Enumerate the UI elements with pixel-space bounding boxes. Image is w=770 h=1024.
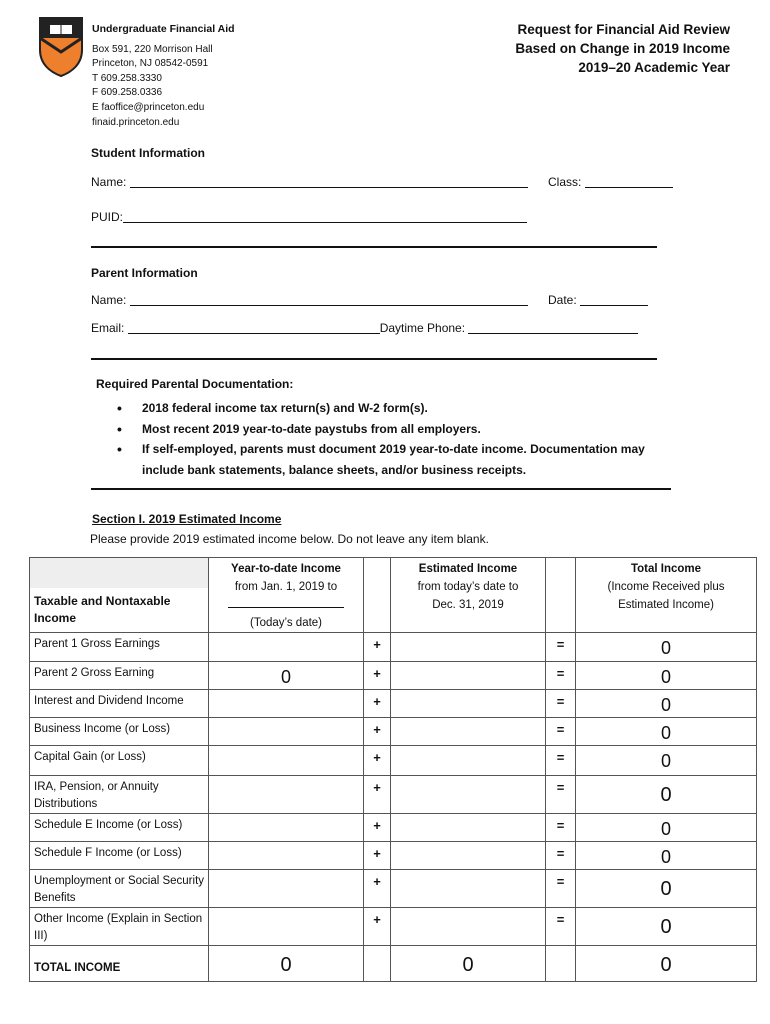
documentation-item: • Most recent 2019 year-to-date paystubs from all employers. [112, 419, 672, 440]
princeton-shield-logo [38, 16, 84, 78]
parent-name-blank[interactable] [130, 293, 528, 306]
est-column-header [391, 558, 546, 633]
equals-sign: = [546, 662, 576, 690]
office-line: E faoffice@princeton.edu [92, 101, 205, 113]
form-title [515, 20, 730, 77]
income-row [30, 633, 757, 662]
office-line: Princeton, NJ 08542-0591 [92, 58, 209, 70]
form-title-line: 2019–20 Academic Year [578, 60, 730, 75]
income-row-label: Interest and Dividend Income [30, 690, 209, 718]
form-title-line: Based on Change in 2019 Income [515, 41, 730, 56]
operator-spacer [546, 946, 576, 982]
operator-column-header [546, 558, 576, 633]
equals-sign: = [546, 842, 576, 870]
total-header-line: (Income Received plus [607, 581, 725, 593]
income-row [30, 718, 757, 746]
parent-name-field[interactable] [91, 293, 528, 307]
estimated-income-cell[interactable] [391, 870, 546, 908]
income-row-label: IRA, Pension, or Annuity Distributions [30, 776, 209, 814]
equals-sign: = [546, 690, 576, 718]
ytd-income-cell[interactable]: 0 [209, 662, 364, 690]
office-address-block [92, 22, 235, 130]
total-income-cell: 0 [576, 746, 757, 776]
plus-sign: + [364, 662, 391, 690]
plus-sign: + [364, 908, 391, 946]
ytd-header-title: Year-to-date Income [231, 563, 341, 575]
parent-name-label: Name: [91, 293, 127, 307]
ytd-income-cell[interactable] [209, 746, 364, 776]
ytd-income-cell[interactable] [209, 776, 364, 814]
parent-email-label: Email: [91, 321, 125, 335]
plus-sign: + [364, 633, 391, 662]
total-income-cell: 0 [576, 870, 757, 908]
income-row [30, 776, 757, 814]
office-name: Undergraduate Financial Aid [92, 23, 235, 35]
divider [91, 358, 657, 360]
student-puid-blank[interactable] [123, 210, 527, 223]
student-name-blank[interactable] [130, 175, 528, 188]
total-income-cell: 0 [576, 842, 757, 870]
estimated-income-cell[interactable] [391, 662, 546, 690]
office-line: F 609.258.0336 [92, 87, 163, 99]
estimated-income-cell[interactable] [391, 746, 546, 776]
equals-sign: = [546, 776, 576, 814]
income-row-label: Parent 1 Gross Earnings [30, 633, 209, 662]
parent-phone-label: Daytime Phone: [379, 321, 466, 335]
parent-info-heading: Parent Information [91, 266, 198, 280]
total-estimated-cell: 0 [391, 946, 546, 982]
estimated-income-cell[interactable] [391, 842, 546, 870]
ytd-header-line: (Today’s date) [249, 617, 323, 629]
estimated-income-cell[interactable] [391, 690, 546, 718]
student-info-heading: Student Information [91, 146, 205, 160]
student-puid-field[interactable] [91, 210, 527, 224]
documentation-item: • If self-employed, parents must document 2019 year-to-date income. Documentation may include bank statements, balance sheets, and/or business receipts. [112, 439, 672, 480]
income-row-label: Parent 2 Gross Earning [30, 662, 209, 690]
total-income-label: TOTAL INCOME [30, 946, 209, 982]
income-row [30, 842, 757, 870]
equals-sign: = [546, 908, 576, 946]
estimated-income-cell[interactable] [391, 776, 546, 814]
equals-sign: = [546, 633, 576, 662]
income-row [30, 908, 757, 946]
income-row-label: Business Income (or Loss) [30, 718, 209, 746]
income-row-label: Other Income (Explain in Section III) [30, 908, 209, 946]
section-heading: Section I. 2019 Estimated Income [92, 512, 282, 526]
section-instruction: Please provide 2019 estimated income below. Do not leave any item blank. [90, 532, 489, 546]
plus-sign: + [364, 690, 391, 718]
estimated-income-cell[interactable] [391, 814, 546, 842]
ytd-income-cell[interactable] [209, 814, 364, 842]
total-income-cell: 0 [576, 633, 757, 662]
est-header-line: from today’s date to [417, 581, 519, 593]
income-row-label: Schedule E Income (or Loss) [30, 814, 209, 842]
office-line: T 609.258.3330 [92, 72, 162, 84]
ytd-column-header [209, 558, 364, 633]
estimated-income-cell[interactable] [391, 718, 546, 746]
parent-date-label: Date: [548, 293, 577, 307]
income-row [30, 814, 757, 842]
income-row [30, 870, 757, 908]
today-date-blank[interactable] [228, 597, 344, 608]
income-row [30, 662, 757, 690]
est-header-title: Estimated Income [418, 563, 518, 575]
parent-date-field[interactable] [548, 293, 648, 307]
estimated-income-cell[interactable] [391, 908, 546, 946]
total-income-cell: 0 [576, 776, 757, 814]
plus-sign: + [364, 814, 391, 842]
grand-total-cell: 0 [576, 946, 757, 982]
operator-column-header [364, 558, 391, 633]
estimated-income-cell[interactable] [391, 633, 546, 662]
income-row [30, 746, 757, 776]
est-header-line: Dec. 31, 2019 [432, 599, 504, 611]
divider [91, 246, 657, 248]
plus-sign: + [364, 870, 391, 908]
total-header-title: Total Income [630, 563, 702, 575]
equals-sign: = [546, 814, 576, 842]
student-class-label: Class: [548, 175, 582, 189]
plus-sign: + [364, 842, 391, 870]
divider [91, 488, 671, 490]
office-line: finaid.princeton.edu [92, 116, 180, 128]
ytd-income-cell[interactable] [209, 633, 364, 662]
ytd-income-cell[interactable] [209, 842, 364, 870]
parent-email-field[interactable] [91, 321, 638, 335]
equals-sign: = [546, 718, 576, 746]
total-header-line: Estimated Income) [618, 599, 714, 611]
total-income-cell: 0 [576, 662, 757, 690]
documentation-title: Required Parental Documentation: [96, 377, 294, 391]
total-income-cell: 0 [576, 690, 757, 718]
income-row [30, 690, 757, 718]
documentation-item: • 2018 federal income tax return(s) and W-2 form(s). [112, 398, 672, 419]
ytd-header-line: from Jan. 1, 2019 to [234, 581, 338, 593]
total-income-cell: 0 [576, 718, 757, 746]
ytd-income-cell[interactable] [209, 718, 364, 746]
total-column-header [576, 558, 757, 633]
equals-sign: = [546, 746, 576, 776]
parent-phone-blank[interactable] [468, 321, 638, 334]
student-name-field[interactable] [91, 175, 528, 189]
form-title-line: Request for Financial Aid Review [517, 22, 730, 37]
plus-sign: + [364, 746, 391, 776]
plus-sign: + [364, 776, 391, 814]
equals-sign: = [546, 870, 576, 908]
student-name-label: Name: [91, 175, 127, 189]
student-puid-label: PUID: [91, 210, 124, 224]
income-row-label: Unemployment or Social Security Benefits [30, 870, 209, 908]
parent-email-blank[interactable] [128, 321, 380, 334]
office-line: Box 591, 220 Morrison Hall [92, 43, 213, 55]
total-income-cell: 0 [576, 814, 757, 842]
total-income-row [30, 946, 757, 982]
operator-spacer [364, 946, 391, 982]
total-income-cell: 0 [576, 908, 757, 946]
label-column-title: Taxable and Nontaxable Income [34, 594, 171, 625]
total-ytd-cell: 0 [209, 946, 364, 982]
ytd-income-cell[interactable] [209, 870, 364, 908]
income-row-label: Capital Gain (or Loss) [30, 746, 209, 776]
ytd-income-cell[interactable] [209, 908, 364, 946]
plus-sign: + [364, 718, 391, 746]
student-class-blank[interactable] [585, 175, 673, 188]
documentation-list [112, 398, 672, 480]
income-row-label: Schedule F Income (or Loss) [30, 842, 209, 870]
student-class-field[interactable] [548, 175, 673, 189]
ytd-income-cell[interactable] [209, 690, 364, 718]
parent-date-blank[interactable] [580, 293, 648, 306]
